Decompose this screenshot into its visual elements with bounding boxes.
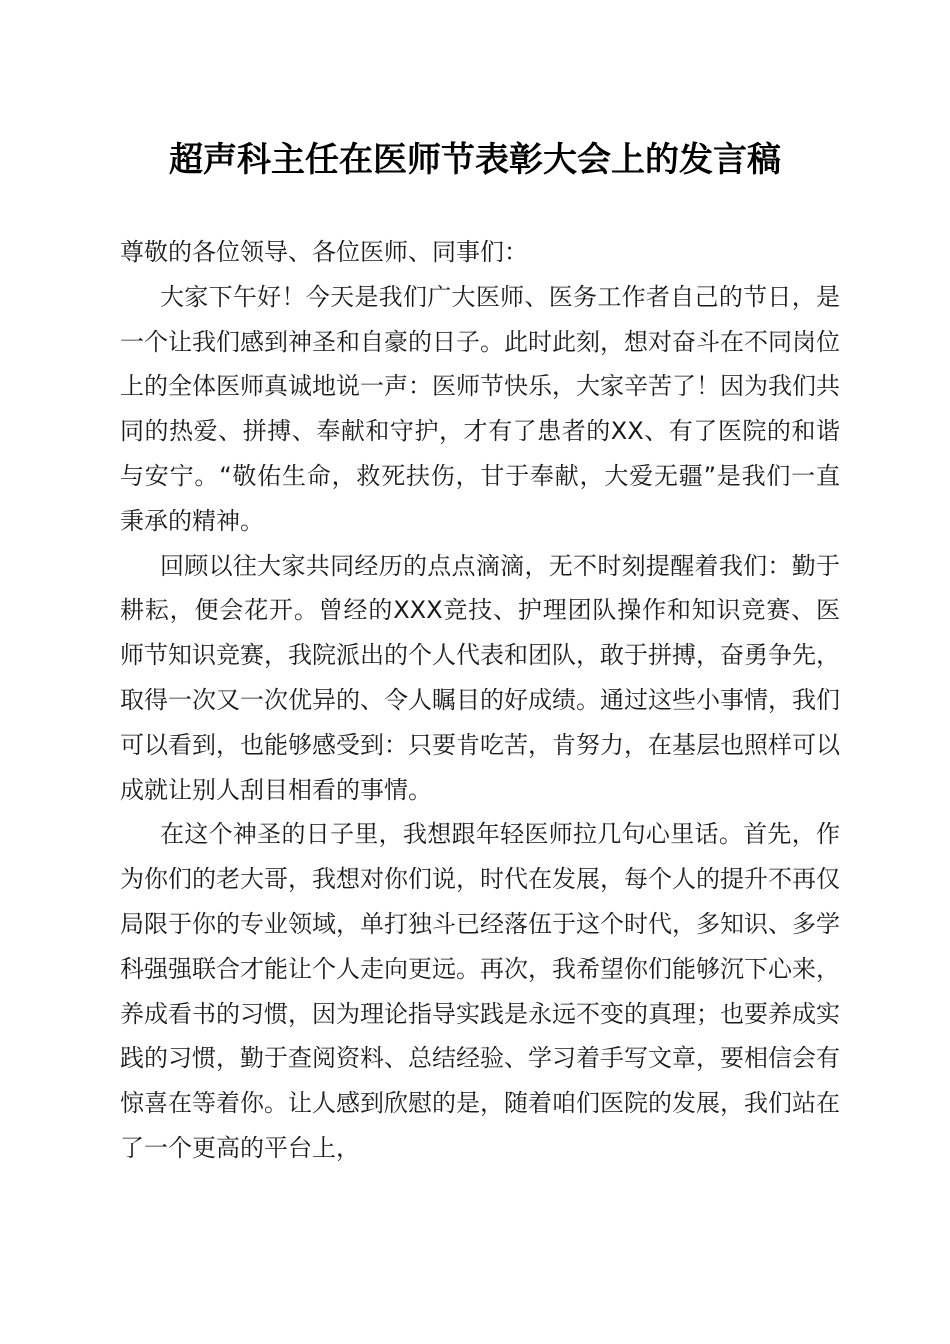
paragraph-2: 回顾以往大家共同经历的点点滴滴，无不时刻提醒着我们：勤于耕耘，便会花开。曾经的XXX竞技、护理团队操作和知识竞赛、医师节知识竞赛，我院派出的个人代表和团队，敢于拼搏，奋勇争先，取得一次又一次优异的、令人瞩目的好成绩。通过这些小事情，我们可以看到，也能够感受到：只要肯吃苦，肯努力，在基层也照样可以成就让别人刮目相看的事情。 [120, 551, 840, 804]
document-body [120, 230, 840, 1171]
document-title: 超声科主任在医师节表彰大会上的发言稿 [169, 140, 781, 180]
salutation: 尊敬的各位领导、各位医师、同事们： [120, 238, 528, 266]
paragraph-3: 在这个神圣的日子里，我想跟年轻医师拉几句心里话。首先，作为你们的老大哥，我想对你们说，时代在发展，每个人的提升不再仅局限于你的专业领域，单打独斗已经落伍于这个时代，多知识、多学科强强联合才能让个人走向更远。再次，我希望你们能够沉下心来，养成看书的习惯，因为理论指导实践是永远不变的真理；也要养成实践的习惯，勤于查阅资料、总结经验、学习着手写文章，要相信会有惊喜在等着你。让人感到欣慰的是，随着咱们医院的发展，我们站在了一个更高的平台上， [120, 820, 840, 1162]
paragraph-1: 大家下午好！今天是我们广大医师、医务工作者自己的节日，是一个让我们感到神圣和自豪的日子。此时此刻，想对奋斗在不同岗位上的全体医师真诚地说一声：医师节快乐，大家辛苦了！因为我们共同的热爱、拼搏、奉献和守护，才有了患者的XX、有了医院的和谐与安宁。“敬佑生命，救死扶伤，甘于奉献，大爱无疆”是我们一直秉承的精神。 [120, 282, 840, 535]
